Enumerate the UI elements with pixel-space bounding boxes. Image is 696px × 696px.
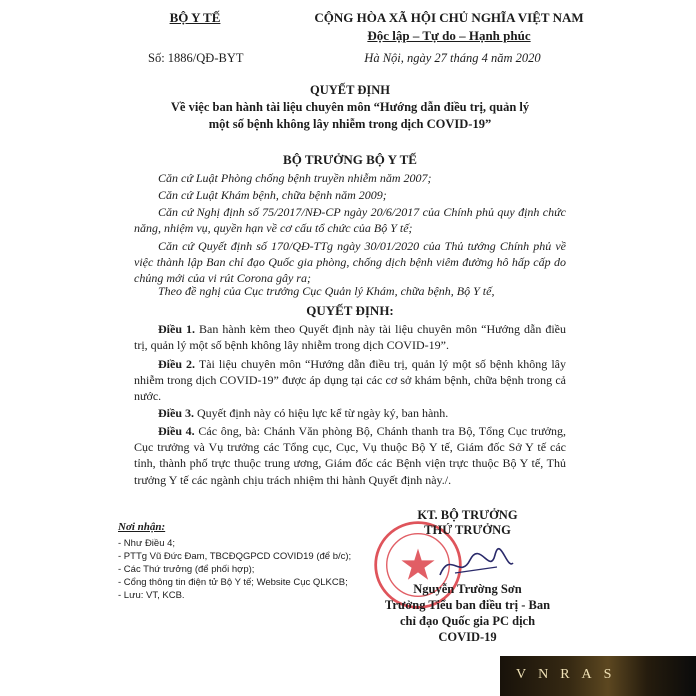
- article-3-text: Quyết định này có hiệu lực kể từ ngày ký, ban hành.: [197, 406, 449, 420]
- national-motto: Độc lập – Tự do – Hạnh phúc: [367, 28, 531, 43]
- legal-basis-1: Căn cứ Luật Phòng chống bệnh truyền nhiễm năm 2007;: [158, 171, 432, 185]
- legal-basis-2: Căn cứ Luật Khám bệnh, chữa bệnh năm 2009;: [158, 188, 387, 202]
- article-2-text: Tài liệu chuyên môn “Hướng dẫn điều trị, quản lý một số bệnh không lây nhiễm trong dịch COVID-19” được áp dụng tại các cơ sở khám bệnh, chữa bệnh trong cả nước.: [134, 357, 566, 404]
- document-number: Số: 1886/QĐ-BYT: [148, 51, 244, 65]
- signer-role-3: COVID-19: [438, 630, 497, 644]
- recipient-item: - Như Điều 4;: [118, 538, 176, 549]
- article-1: [134, 321, 566, 353]
- signer-role-2: chỉ đạo Quốc gia PC dịch: [399, 614, 536, 628]
- article-4-text: Các ông, bà: Chánh Văn phòng Bộ, Chánh thanh tra Bộ, Tổng Cục trưởng, Cục trưởng và Vụ trưởng các Tổng cục, Cục, Vụ thuộc Bộ Y tế, Giám đốc Sở Y tế các tỉnh, thành phố trực thuộc trung ương, Giám đốc các Bệnh viện trực thuộc Bộ Y tế, Thủ trưởng Y tế các ngành chịu trách nhiệm thi hành Quyết định này./.: [134, 424, 566, 487]
- legal-basis-4: Căn cứ Quyết định số 170/QĐ-TTg ngày 30/01/2020 của Thủ tướng Chính phủ về việc thành lập Ban chỉ đạo Quốc gia phòng, chống dịch bệnh viêm đường hô hấp cấp do chủng mới của vi rút Corona gây ra;: [134, 239, 566, 285]
- article-4-label: Điều 4.: [158, 424, 195, 438]
- watermark-logo: [500, 656, 696, 696]
- signer-role-1: Trưởng Tiểu ban điều trị - Ban: [384, 598, 551, 612]
- issuing-organization: BỘ Y TẾ: [169, 10, 221, 25]
- article-3: [134, 405, 566, 421]
- legal-basis-3: Căn cứ Nghị định số 75/2017/NĐ-CP ngày 20/6/2017 của Chính phủ quy định chức năng, nhiệm vụ, quyền hạn về cơ cấu tổ chức của Bộ Y tế;: [134, 205, 566, 235]
- document-subject: [140, 99, 560, 133]
- issuing-authority: BỘ TRƯỞNG BỘ Y TẾ: [283, 152, 417, 167]
- place-and-date: Hà Nội, ngày 27 tháng 4 năm 2020: [364, 51, 541, 65]
- watermark-text: VNRAS: [516, 667, 624, 682]
- document-type: QUYẾT ĐỊNH: [310, 83, 390, 97]
- recipient-item: - Lưu: VT, KCB.: [118, 590, 185, 601]
- recipient-item: - Các Thứ trưởng (để phối hợp);: [118, 564, 255, 575]
- article-2: [134, 356, 566, 405]
- article-4: [134, 423, 566, 488]
- subject-line-2: một số bệnh không lây nhiễm trong dịch COVID-19”: [208, 117, 492, 131]
- article-1-text: Ban hành kèm theo Quyết định này tài liệu chuyên môn “Hướng dẫn điều trị, quản lý một số bệnh không lây nhiễm trong dịch COVID-19”.: [134, 322, 566, 353]
- recipients-title: Nơi nhận:: [118, 521, 166, 533]
- recipient-item: - Cổng thông tin điện tử Bộ Y tế; Website Cục QLKCB;: [118, 577, 348, 588]
- article-3-label: Điều 3.: [158, 406, 194, 420]
- signature-title-2: THỨ TRƯỞNG: [424, 523, 511, 537]
- handwritten-signature: [435, 545, 515, 585]
- article-1-label: Điều 1.: [158, 322, 196, 336]
- recipient-item: - PTTg Vũ Đức Đam, TBCĐQGPCD COVID19 (để b/c);: [118, 551, 352, 562]
- subject-line-1: Về việc ban hành tài liệu chuyên môn “Hướng dẫn điều trị, quản lý: [170, 100, 530, 114]
- article-2-label: Điều 2.: [158, 357, 196, 371]
- signature-title-1: KT. BỘ TRƯỞNG: [417, 508, 518, 522]
- legal-basis-5: Theo đề nghị của Cục trưởng Cục Quản lý Khám, chữa bệnh, Bộ Y tế,: [158, 284, 495, 298]
- decision-heading: QUYẾT ĐỊNH:: [306, 303, 394, 318]
- national-title: CỘNG HÒA XÃ HỘI CHỦ NGHĨA VIỆT NAM: [314, 10, 584, 25]
- signer-name: Nguyễn Trường Sơn: [413, 582, 522, 596]
